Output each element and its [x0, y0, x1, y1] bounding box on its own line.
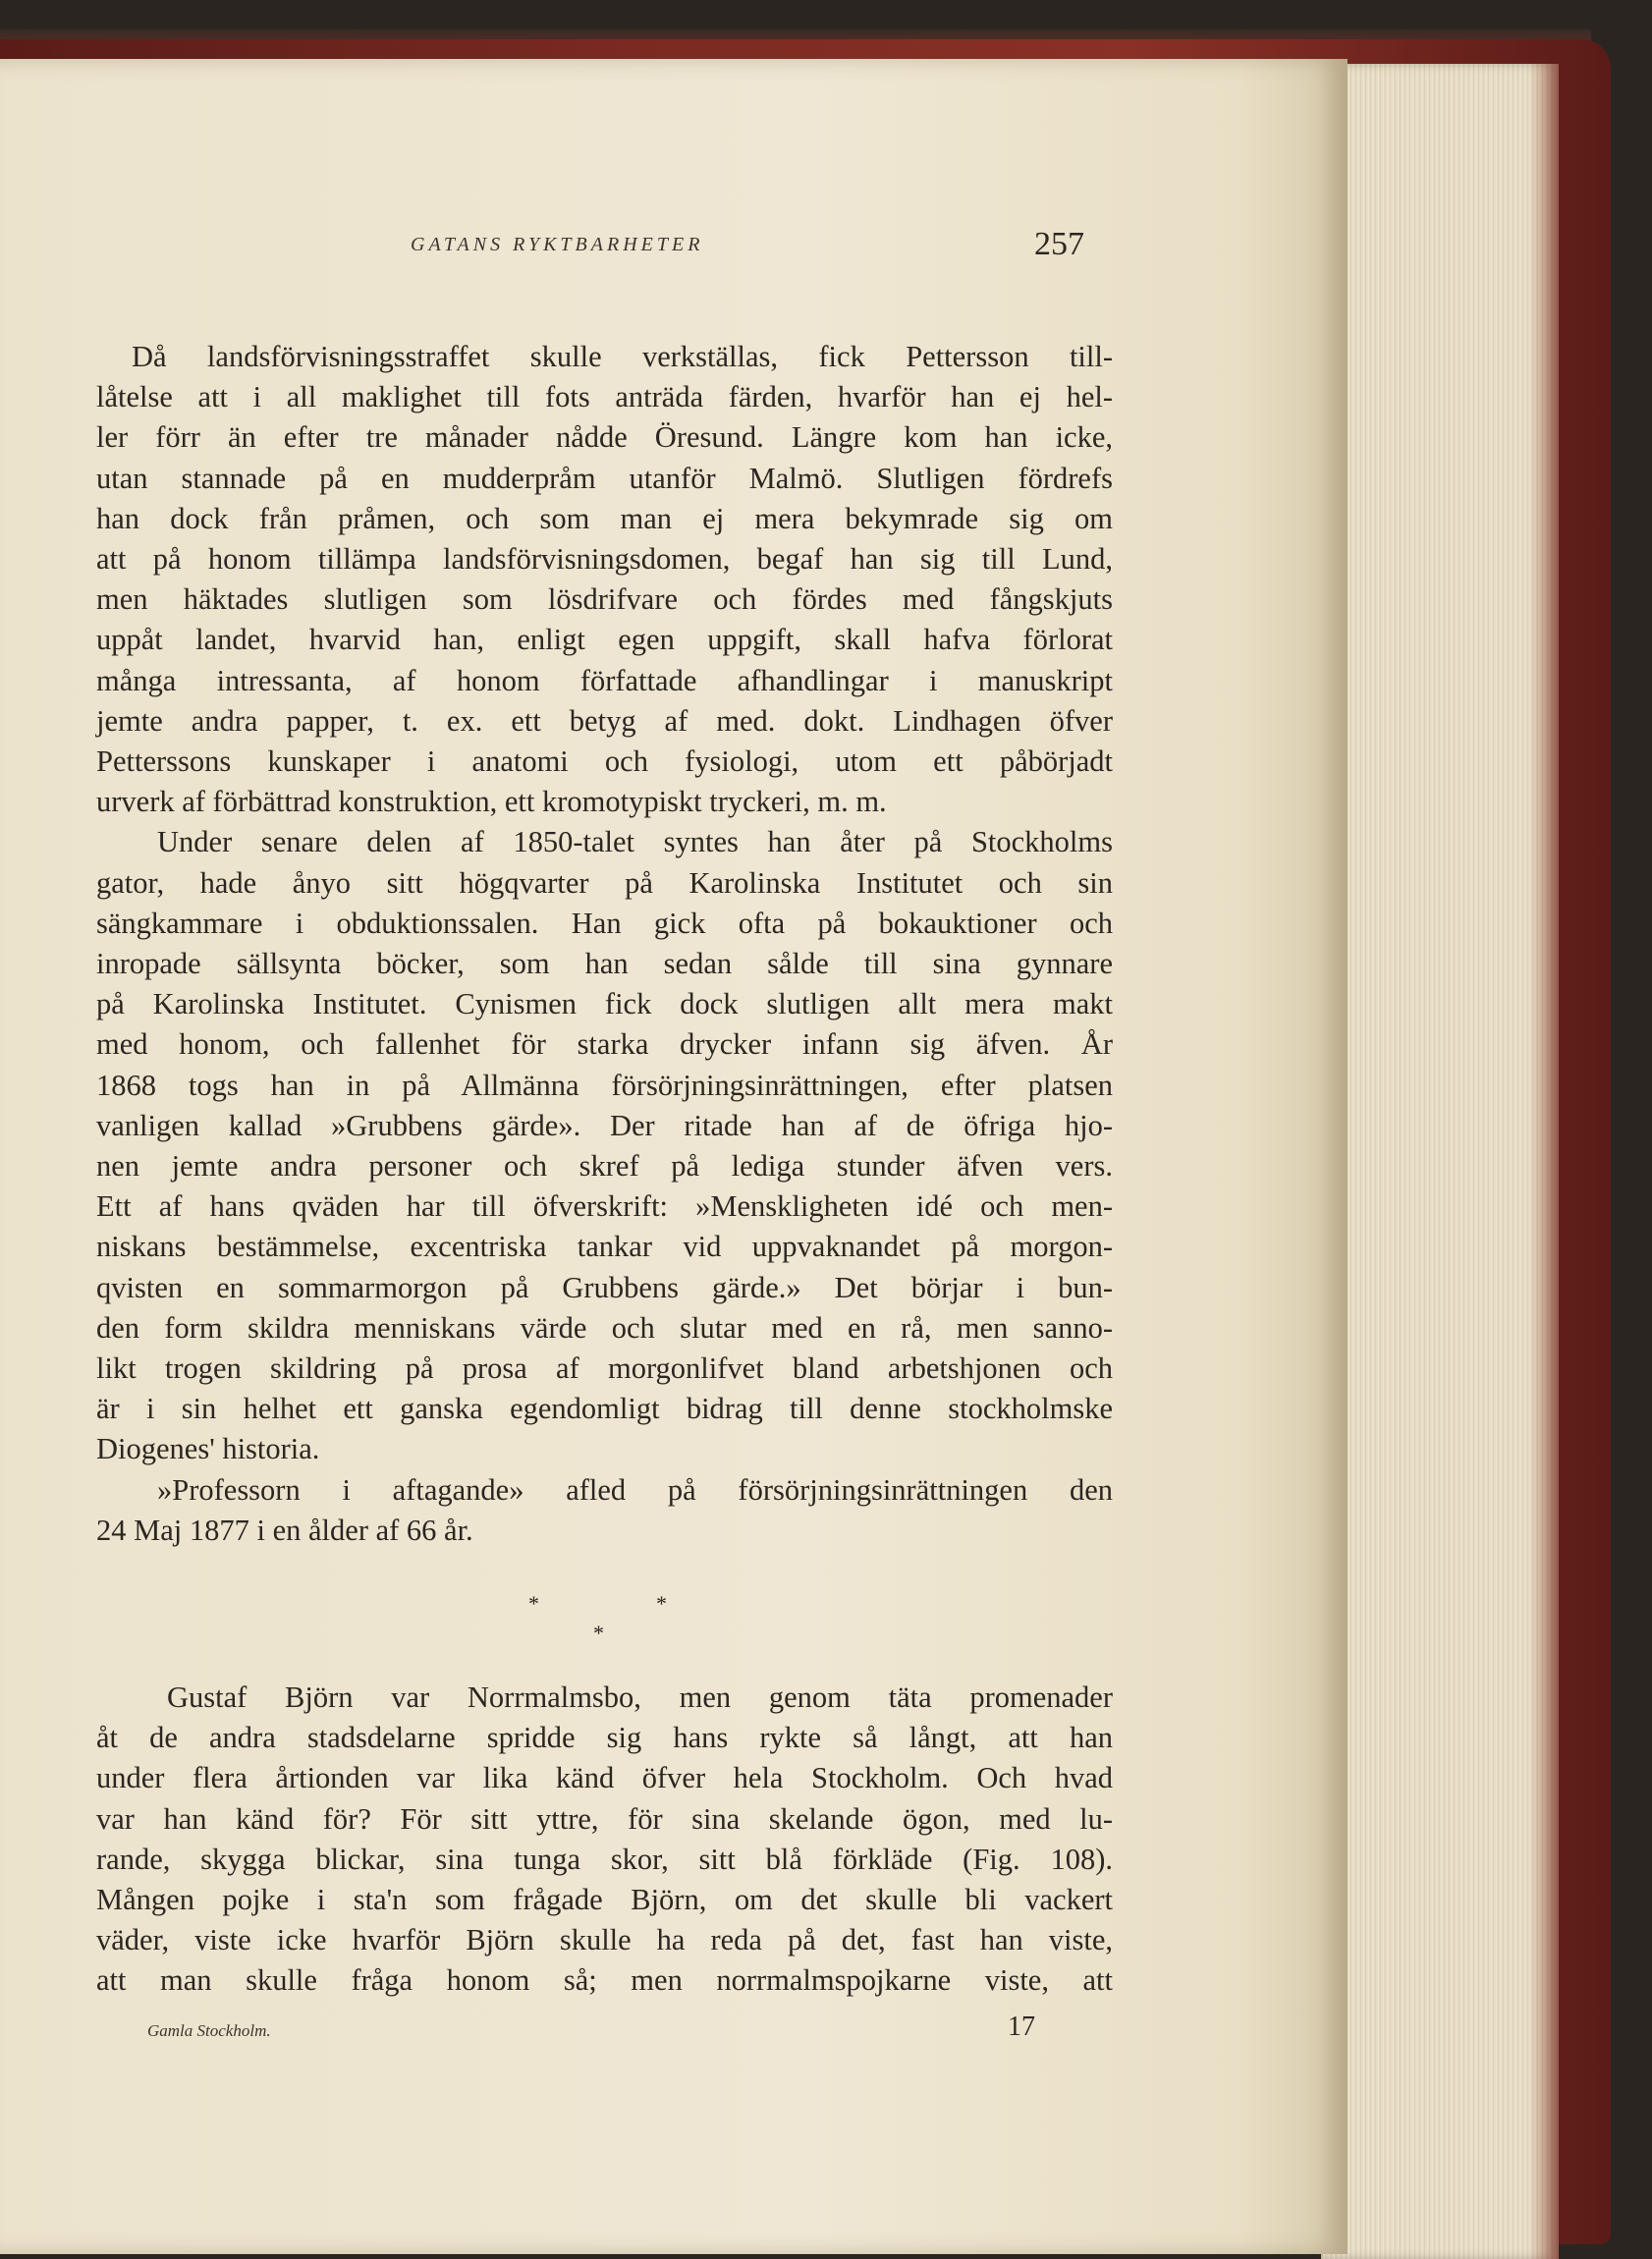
asterisk: *: [593, 1621, 604, 1645]
text-line: urverk af förbättrad konstruktion, ett kromotypiskt tryckeri, m. m.: [96, 785, 887, 819]
asterisk: *: [656, 1591, 667, 1616]
text-line: 1868 togs han in på Allmänna försörjningsinrättningen, efter platsen: [96, 1068, 1113, 1102]
text-line: qvisten en sommarmorgon på Grubbens gärde.» Det börjar i bun-: [96, 1270, 1113, 1304]
section-separator: [96, 1591, 1113, 1670]
text-line: Under senare delen af 1850-talet syntes han åter på Stockholms: [157, 825, 1113, 859]
sheet-number: 17: [1008, 2011, 1035, 2042]
text-line: rande, skygga blickar, sina tunga skor, sitt blå förkläde (Fig. 108).: [96, 1842, 1113, 1876]
paragraph-3: [96, 1470, 1113, 1551]
page-edges: [1321, 64, 1559, 2259]
text-line: låtelse att i all maklighet till fots anträda färden, hvarför han ej hel-: [96, 380, 1113, 414]
signature-mark: Gamla Stockholm.: [147, 2021, 271, 2040]
text-line: niskans bestämmelse, excentriska tankar vid uppvaknandet på morgon-: [96, 1230, 1113, 1264]
gustaf-bjorn-section: [96, 1678, 1113, 2002]
text-line: vanligen kallad »Grubbens gärde». Der ritade han af de öfriga hjo-: [96, 1108, 1113, 1142]
text-line: Diogenes' historia.: [96, 1432, 320, 1466]
book-page: [0, 59, 1348, 2254]
paragraph-2: [96, 822, 1113, 1469]
text-line: Mången pojke i sta'n som frågade Björn, om det skulle bli vackert: [96, 1883, 1113, 1917]
text-line: Petterssons kunskaper i anatomi och fysiologi, utom ett påbörjadt: [96, 744, 1113, 779]
text-line: utan stannade på en mudderpråm utanför Malmö. Slutligen fördrefs: [96, 461, 1113, 495]
text-line: ler förr än efter tre månader nådde Öresund. Längre kom han icke,: [96, 420, 1113, 455]
text-line: jemte andra papper, t. ex. ett betyg af med. dokt. Lindhagen öfver: [96, 703, 1113, 738]
text-line: inropade sällsynta böcker, som han sedan sålde till sina gynnare: [96, 947, 1113, 981]
body-text: [96, 337, 1113, 1551]
text-line: han dock från pråmen, och som man ej mera bekymrade sig om: [96, 501, 1113, 535]
text-line: är i sin helhet ett ganska egendomligt bidrag till denne stockholmske: [96, 1392, 1113, 1426]
text-line: många intressanta, af honom författade afhandlingar i manuskript: [96, 663, 1113, 697]
text-line: var han känd för? För sitt yttre, för sina skelande ögon, med lu-: [96, 1801, 1113, 1836]
text-line: att på honom tillämpa landsförvisningsdomen, begaf han sig till Lund,: [96, 542, 1113, 577]
text-line: uppåt landet, hvarvid han, enligt egen uppgift, skall hafva förlorat: [96, 623, 1113, 657]
text-line: på Karolinska Institutet. Cynismen fick dock slutligen allt mera makt: [96, 987, 1113, 1021]
text-line: väder, viste icke hvarför Björn skulle ha reda på det, fast han viste,: [96, 1923, 1113, 1957]
running-head: GATANS RYKTBARHETER: [411, 234, 704, 255]
text-line: sängkammare i obduktionssalen. Han gick ofta på bokauktioner och: [96, 906, 1113, 940]
text-line: med honom, och fallenhet för starka drycker infann sig äfven. År: [96, 1027, 1113, 1062]
text-line: åt de andra stadsdelarne spridde sig hans rykte så långt, att han: [96, 1721, 1113, 1755]
text-line: Gustaf Björn var Norrmalmsbo, men genom täta promenader: [167, 1680, 1113, 1714]
text-line: likt trogen skildring på prosa af morgonlifvet bland arbetshjonen och: [96, 1351, 1113, 1386]
text-line: Ett af hans qväden har till öfverskrift: »Menskligheten idé och men-: [96, 1189, 1113, 1224]
page-footer: [96, 2011, 1113, 2051]
text-line: den form skildra menniskans värde och slutar med en rå, men sanno-: [96, 1310, 1113, 1345]
page-header: [96, 226, 1113, 285]
text-line: men häktades slutligen som lösdrifvare och fördes med fångskjuts: [96, 582, 1113, 617]
text-line: Då landsförvisningsstraffet skulle verkställas, fick Pettersson till-: [132, 340, 1113, 373]
edge-shadow: [1529, 64, 1559, 2259]
text-line: 24 Maj 1877 i en ålder af 66 år.: [96, 1513, 473, 1547]
asterisk: *: [528, 1591, 539, 1616]
text-line: under flera årtionden var lika känd öfver hela Stockholm. Och hvad: [96, 1761, 1113, 1795]
text-line: nen jemte andra personer och skref på lediga stunder äfven vers.: [96, 1149, 1113, 1184]
paragraph-1: [96, 337, 1113, 822]
text-line: gator, hade ånyo sitt högqvarter på Karolinska Institutet och sin: [96, 865, 1113, 900]
text-line: »Professorn i aftagande» afled på försörjningsinrättningen den: [157, 1472, 1113, 1507]
page-number: 257: [1034, 226, 1084, 262]
text-line: att man skulle fråga honom så; men norrmalmspojkarne viste, att: [96, 1963, 1113, 1998]
